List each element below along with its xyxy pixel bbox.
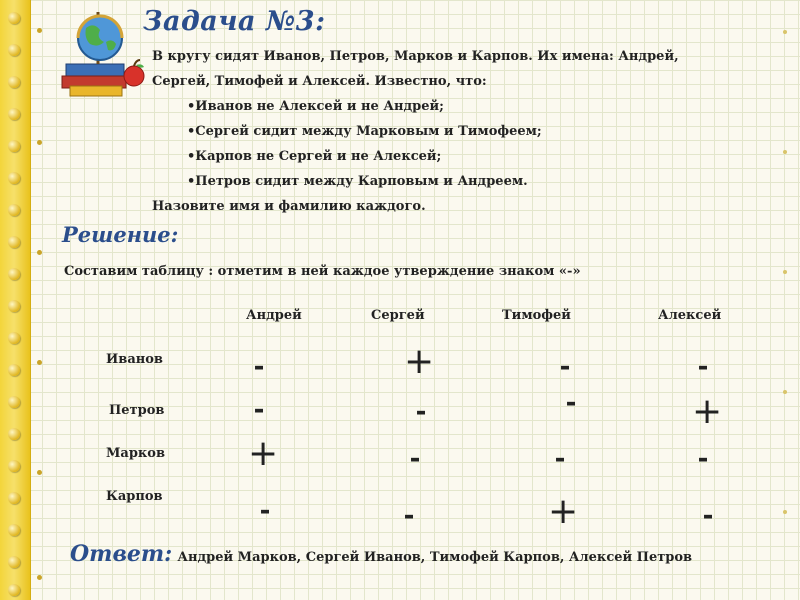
spiral-ring <box>8 108 20 120</box>
table-cell-mark: + <box>692 391 723 432</box>
spiral-ring <box>8 140 20 152</box>
column-header-andrey: Андрей <box>246 308 302 323</box>
table-cell-mark: - <box>253 395 265 425</box>
notebook-hole <box>783 270 787 274</box>
table-cell-mark: - <box>554 444 566 474</box>
task-line: Сергей, Тимофей и Алексей. Известно, что: <box>152 74 487 89</box>
task-question: Назовите имя и фамилию каждого. <box>152 199 426 214</box>
table-cell-mark: - <box>697 352 709 382</box>
table-cell-mark: - <box>409 444 421 474</box>
spiral-ring <box>8 492 20 504</box>
solution-intro: Составим таблицу : отметим в ней каждое утверждение знаком «-» <box>64 264 581 279</box>
table-cell-mark: - <box>259 496 271 526</box>
table-cell-mark: - <box>559 352 571 382</box>
spiral-ring <box>8 268 20 280</box>
table-cell-mark: - <box>253 352 265 382</box>
task-fact: •Сергей сидит между Марковым и Тимофеем; <box>187 124 542 139</box>
column-header-aleksey: Алексей <box>658 308 722 323</box>
notebook-hole <box>783 30 787 34</box>
table-cell-mark: - <box>565 388 577 418</box>
school-clipart-illustration <box>60 6 150 102</box>
spiral-ring <box>8 396 20 408</box>
spiral-ring <box>8 44 20 56</box>
spiral-ring <box>8 556 20 568</box>
notebook-hole <box>37 28 42 33</box>
table-cell-mark: - <box>702 501 714 531</box>
notebook-hole <box>783 390 787 394</box>
spiral-ring <box>8 524 20 536</box>
table-cell-mark: - <box>697 444 709 474</box>
table-cell-mark: + <box>404 341 435 382</box>
row-header-petrov: Петров <box>109 403 165 418</box>
notebook-hole <box>37 360 42 365</box>
spiral-ring <box>8 76 20 88</box>
task-fact: •Карпов не Сергей и не Алексей; <box>187 149 442 164</box>
row-header-markov: Марков <box>106 446 165 461</box>
solution-heading: Решение: <box>62 222 179 247</box>
notebook-hole <box>37 140 42 145</box>
notebook-hole <box>783 510 787 514</box>
spiral-ring <box>8 204 20 216</box>
answer-text: Андрей Марков, Сергей Иванов, Тимофей Карпов, Алексей Петров <box>177 550 693 565</box>
page-title: Задача №3: <box>143 6 326 37</box>
notebook-hole <box>37 470 42 475</box>
task-fact: •Петров сидит между Карповым и Андреем. <box>187 174 528 189</box>
task-fact: •Иванов не Алексей и не Андрей; <box>187 99 444 114</box>
spiral-ring <box>8 460 20 472</box>
row-header-ivanov: Иванов <box>106 352 163 367</box>
column-header-timofey: Тимофей <box>502 308 571 323</box>
spiral-ring <box>8 236 20 248</box>
spiral-ring <box>8 300 20 312</box>
answer-line <box>70 541 692 567</box>
table-cell-mark: - <box>415 397 427 427</box>
task-line: В кругу сидят Иванов, Петров, Марков и Карпов. Их имена: Андрей, <box>152 49 679 64</box>
table-cell-mark: - <box>403 501 415 531</box>
table-cell-mark: + <box>248 433 279 474</box>
task-statement <box>152 44 792 219</box>
spiral-ring <box>8 428 20 440</box>
notebook-hole <box>37 250 42 255</box>
notebook-hole <box>37 575 42 580</box>
spiral-ring <box>8 584 20 596</box>
table-cell-mark: + <box>548 491 579 532</box>
spiral-ring <box>8 364 20 376</box>
answer-label: Ответ: <box>70 541 173 567</box>
spiral-ring <box>8 12 20 24</box>
row-header-karpov: Карпов <box>106 489 163 504</box>
column-header-sergey: Сергей <box>371 308 425 323</box>
spiral-ring <box>8 172 20 184</box>
notebook-spiral-strip <box>0 0 31 600</box>
spiral-ring <box>8 332 20 344</box>
